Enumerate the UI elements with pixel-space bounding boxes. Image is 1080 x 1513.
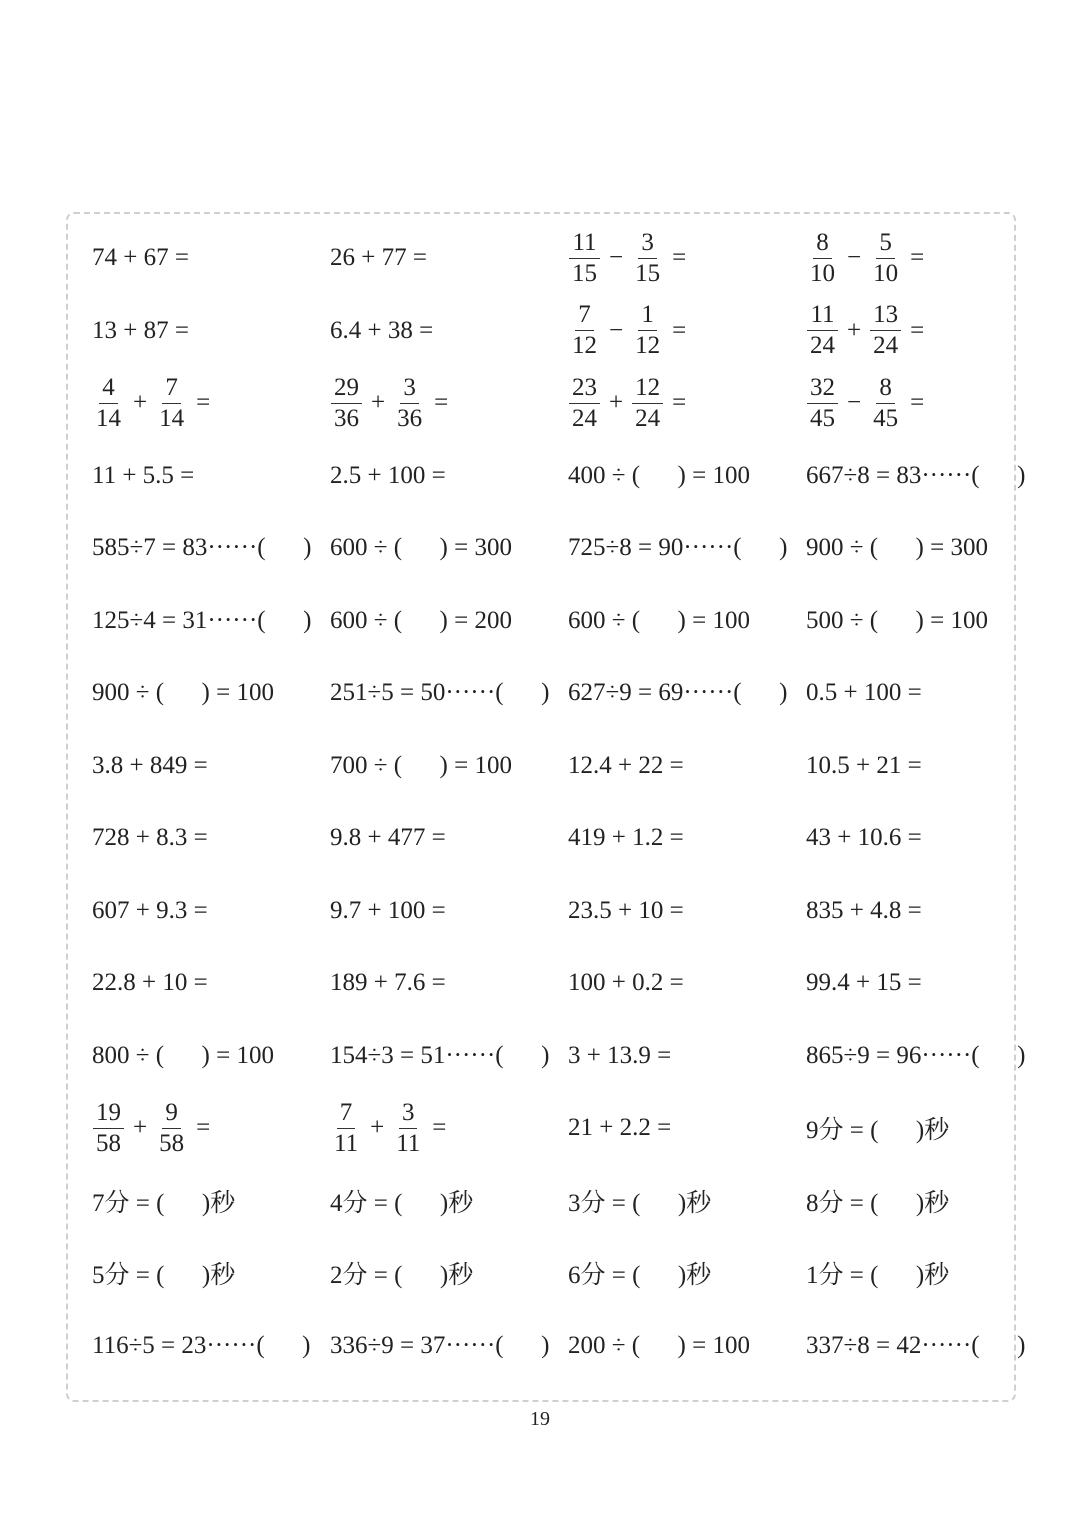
denominator: 14 xyxy=(159,404,185,432)
problem xyxy=(92,222,189,294)
fraction xyxy=(870,300,901,361)
denominator: 10 xyxy=(873,259,899,287)
numerator: 3 xyxy=(400,373,419,404)
numerator: 4 xyxy=(99,373,118,404)
denominator: 10 xyxy=(810,259,835,287)
problem-text: 12.4 + 22 = xyxy=(568,751,684,779)
problem xyxy=(330,585,512,657)
denominator: 45 xyxy=(810,404,835,432)
problem xyxy=(330,512,512,584)
operator: − xyxy=(847,244,862,271)
equals-sign: = xyxy=(196,389,211,416)
numerator: 11 xyxy=(807,300,837,331)
problem xyxy=(330,222,427,294)
problem xyxy=(330,1092,454,1164)
numerator: 3 xyxy=(638,228,657,259)
problem-text: 400 ÷ ( ) = 100 xyxy=(568,461,750,489)
fraction xyxy=(632,300,663,361)
problem xyxy=(568,367,694,439)
numerator: 19 xyxy=(93,1098,124,1129)
problem xyxy=(330,730,512,802)
equals-sign: = xyxy=(196,1114,211,1141)
problem xyxy=(92,657,274,729)
problem-text: 900 ÷ ( ) = 100 xyxy=(92,679,274,706)
numerator: 11 xyxy=(569,228,599,259)
operator: − xyxy=(609,316,624,344)
problem xyxy=(92,585,311,657)
operator: + xyxy=(371,389,386,416)
fraction xyxy=(393,1098,423,1159)
operator: + xyxy=(847,316,862,344)
fraction xyxy=(569,373,600,434)
problem xyxy=(806,1092,949,1164)
denominator: 24 xyxy=(635,404,661,432)
fraction xyxy=(93,373,124,434)
problem-text: 3.8 + 849 = xyxy=(92,751,208,779)
problem-text: 700 ÷ ( ) = 100 xyxy=(330,751,512,779)
fraction xyxy=(569,300,600,361)
problem xyxy=(568,440,750,512)
problem xyxy=(92,802,208,874)
problem-text: 725÷8 = 90······( ) xyxy=(568,534,788,561)
problem xyxy=(568,222,694,294)
problem-text: 6.4 + 38 = xyxy=(330,316,434,344)
denominator: 15 xyxy=(635,259,661,287)
page-number: 19 xyxy=(530,1408,550,1430)
problem-text: 2.5 + 100 = xyxy=(330,461,446,489)
problem xyxy=(330,1020,549,1092)
worksheet-frame xyxy=(66,212,1026,1402)
problem xyxy=(806,367,932,439)
problem xyxy=(330,657,549,729)
numerator: 8 xyxy=(876,373,895,404)
problem-text: 21 + 2.2 = xyxy=(568,1114,672,1141)
problem xyxy=(806,585,988,657)
problem xyxy=(806,730,922,802)
problem xyxy=(330,1310,549,1382)
problem xyxy=(806,1020,1025,1092)
problem-text: 125÷4 = 31······( ) xyxy=(92,606,312,634)
problem-text: 74 + 67 = xyxy=(92,244,189,271)
fraction xyxy=(807,228,838,289)
numerator: 9 xyxy=(162,1098,181,1129)
problem xyxy=(806,512,988,584)
fraction xyxy=(93,1098,124,1159)
problem-text: 600 ÷ ( ) = 300 xyxy=(330,534,512,561)
problem-text: 728 + 8.3 = xyxy=(92,824,208,851)
problem xyxy=(92,367,218,439)
problem-text: 419 + 1.2 = xyxy=(568,824,684,851)
problem xyxy=(330,802,446,874)
problem xyxy=(92,440,194,512)
problem-text: 11 + 5.5 = xyxy=(92,461,195,489)
problem xyxy=(92,875,208,947)
problem xyxy=(568,802,684,874)
equals-sign: = xyxy=(672,389,687,416)
problem-text: 9分 = ( )秒 xyxy=(806,1117,950,1144)
problem-text: 500 ÷ ( ) = 100 xyxy=(806,606,988,634)
problem xyxy=(806,440,1025,512)
problem-text: 3 + 13.9 = xyxy=(568,1041,672,1069)
problem-text: 8分 = ( )秒 xyxy=(806,1189,950,1217)
numerator: 7 xyxy=(575,300,594,331)
equals-sign: = xyxy=(910,389,925,416)
fraction xyxy=(807,300,838,361)
fraction xyxy=(156,1098,187,1159)
problem xyxy=(330,1165,473,1237)
problem xyxy=(92,1092,218,1164)
problem xyxy=(806,295,932,367)
fraction xyxy=(394,373,425,434)
problem xyxy=(806,1165,949,1237)
problem xyxy=(568,1020,671,1092)
operator: + xyxy=(133,1114,148,1141)
equals-sign: = xyxy=(672,316,687,344)
denominator: 58 xyxy=(159,1129,185,1157)
problem-text: 22.8 + 10 = xyxy=(92,969,208,996)
fraction xyxy=(870,373,901,434)
problem-text: 0.5 + 100 = xyxy=(806,679,922,706)
problem-text: 2分 = ( )秒 xyxy=(330,1262,474,1289)
numerator: 7 xyxy=(162,373,181,404)
problem xyxy=(568,1092,671,1164)
problem xyxy=(92,1237,235,1309)
problem xyxy=(806,802,922,874)
problem xyxy=(92,947,208,1019)
problem-text: 5分 = ( )秒 xyxy=(92,1262,236,1289)
problem xyxy=(330,295,433,367)
denominator: 11 xyxy=(396,1129,421,1157)
problem-text: 9.7 + 100 = xyxy=(330,896,446,924)
fraction xyxy=(331,1098,361,1159)
numerator: 8 xyxy=(813,228,832,259)
problem xyxy=(806,1310,1025,1382)
fraction xyxy=(632,373,663,434)
problem-text: 800 ÷ ( ) = 100 xyxy=(92,1041,274,1069)
problem-text: 4分 = ( )秒 xyxy=(330,1189,474,1217)
denominator: 24 xyxy=(572,404,597,432)
denominator: 36 xyxy=(397,404,423,432)
problem xyxy=(806,222,932,294)
denominator: 36 xyxy=(334,404,359,432)
problem-text: 7分 = ( )秒 xyxy=(92,1189,236,1217)
problem xyxy=(568,1165,711,1237)
fraction xyxy=(632,228,663,289)
problem xyxy=(806,875,922,947)
problem-text: 585÷7 = 83······( ) xyxy=(92,534,312,561)
problem xyxy=(92,295,189,367)
problem-text: 667÷8 = 83······( ) xyxy=(806,461,1026,489)
problem xyxy=(568,585,750,657)
numerator: 5 xyxy=(876,228,895,259)
denominator: 24 xyxy=(873,332,899,359)
problem xyxy=(568,947,684,1019)
operator: − xyxy=(847,389,862,416)
operator: + xyxy=(370,1114,385,1141)
problem xyxy=(806,1237,949,1309)
problem xyxy=(330,440,446,512)
denominator: 12 xyxy=(635,332,661,359)
problem xyxy=(568,1237,711,1309)
numerator: 1 xyxy=(638,300,657,331)
problem-text: 10.5 + 21 = xyxy=(806,751,922,779)
problem xyxy=(568,295,694,367)
problem-text: 200 ÷ ( ) = 100 xyxy=(568,1331,750,1359)
fraction xyxy=(807,373,838,434)
problem-text: 154÷3 = 51······( ) xyxy=(330,1041,550,1069)
problem-text: 336÷9 = 37······( ) xyxy=(330,1331,550,1359)
problem-text: 600 ÷ ( ) = 100 xyxy=(568,606,750,634)
problem-text: 13 + 87 = xyxy=(92,316,189,344)
equals-sign: = xyxy=(672,244,687,271)
denominator: 45 xyxy=(873,404,899,432)
problem xyxy=(568,657,787,729)
equals-sign: = xyxy=(432,1114,447,1141)
problem xyxy=(92,730,208,802)
denominator: 58 xyxy=(96,1129,121,1157)
problem-text: 189 + 7.6 = xyxy=(330,969,446,996)
problem xyxy=(92,1165,235,1237)
problem-text: 627÷9 = 69······( ) xyxy=(568,679,788,706)
problem-text: 900 ÷ ( ) = 300 xyxy=(806,534,988,561)
problem-text: 600 ÷ ( ) = 200 xyxy=(330,606,512,634)
numerator: 7 xyxy=(337,1098,356,1129)
problem xyxy=(568,730,684,802)
problem-text: 23.5 + 10 = xyxy=(568,896,684,924)
problem-text: 9.8 + 477 = xyxy=(330,824,446,851)
problem-text: 607 + 9.3 = xyxy=(92,896,208,924)
operator: + xyxy=(609,389,624,416)
problem xyxy=(568,512,787,584)
problem xyxy=(330,875,446,947)
problem-text: 43 + 10.6 = xyxy=(806,824,922,851)
numerator: 29 xyxy=(331,373,362,404)
problem-text: 835 + 4.8 = xyxy=(806,896,922,924)
problem-text: 6分 = ( )秒 xyxy=(568,1262,712,1289)
problem-text: 100 + 0.2 = xyxy=(568,969,684,996)
equals-sign: = xyxy=(434,389,449,416)
denominator: 15 xyxy=(572,259,597,287)
problem-text: 3分 = ( )秒 xyxy=(568,1189,712,1217)
problem xyxy=(330,1237,473,1309)
problem-text: 116÷5 = 23······( ) xyxy=(92,1331,311,1359)
denominator: 11 xyxy=(334,1129,359,1157)
fraction xyxy=(870,228,901,289)
denominator: 24 xyxy=(810,332,835,359)
problem xyxy=(568,875,684,947)
numerator: 3 xyxy=(399,1098,418,1129)
problem xyxy=(92,1310,311,1382)
problem xyxy=(330,367,456,439)
problem-text: 1分 = ( )秒 xyxy=(806,1262,950,1289)
equals-sign: = xyxy=(910,244,925,271)
fraction xyxy=(569,228,600,289)
fraction xyxy=(331,373,362,434)
numerator: 23 xyxy=(569,373,600,404)
problem xyxy=(806,657,922,729)
fraction xyxy=(156,373,187,434)
problem xyxy=(330,947,446,1019)
problem-text: 99.4 + 15 = xyxy=(806,969,922,996)
problem-text: 337÷8 = 42······( ) xyxy=(806,1331,1026,1359)
problem xyxy=(806,947,922,1019)
denominator: 12 xyxy=(572,332,597,359)
numerator: 32 xyxy=(807,373,838,404)
problem-text: 26 + 77 = xyxy=(330,244,427,271)
equals-sign: = xyxy=(910,316,925,344)
numerator: 13 xyxy=(870,300,901,331)
problem-text: 865÷9 = 96······( ) xyxy=(806,1041,1026,1069)
operator: + xyxy=(133,389,148,416)
denominator: 14 xyxy=(96,404,121,432)
problem xyxy=(92,1020,274,1092)
problem-text: 251÷5 = 50······( ) xyxy=(330,679,550,706)
problem xyxy=(92,512,311,584)
operator: − xyxy=(609,244,624,271)
problem xyxy=(568,1310,750,1382)
numerator: 12 xyxy=(632,373,663,404)
